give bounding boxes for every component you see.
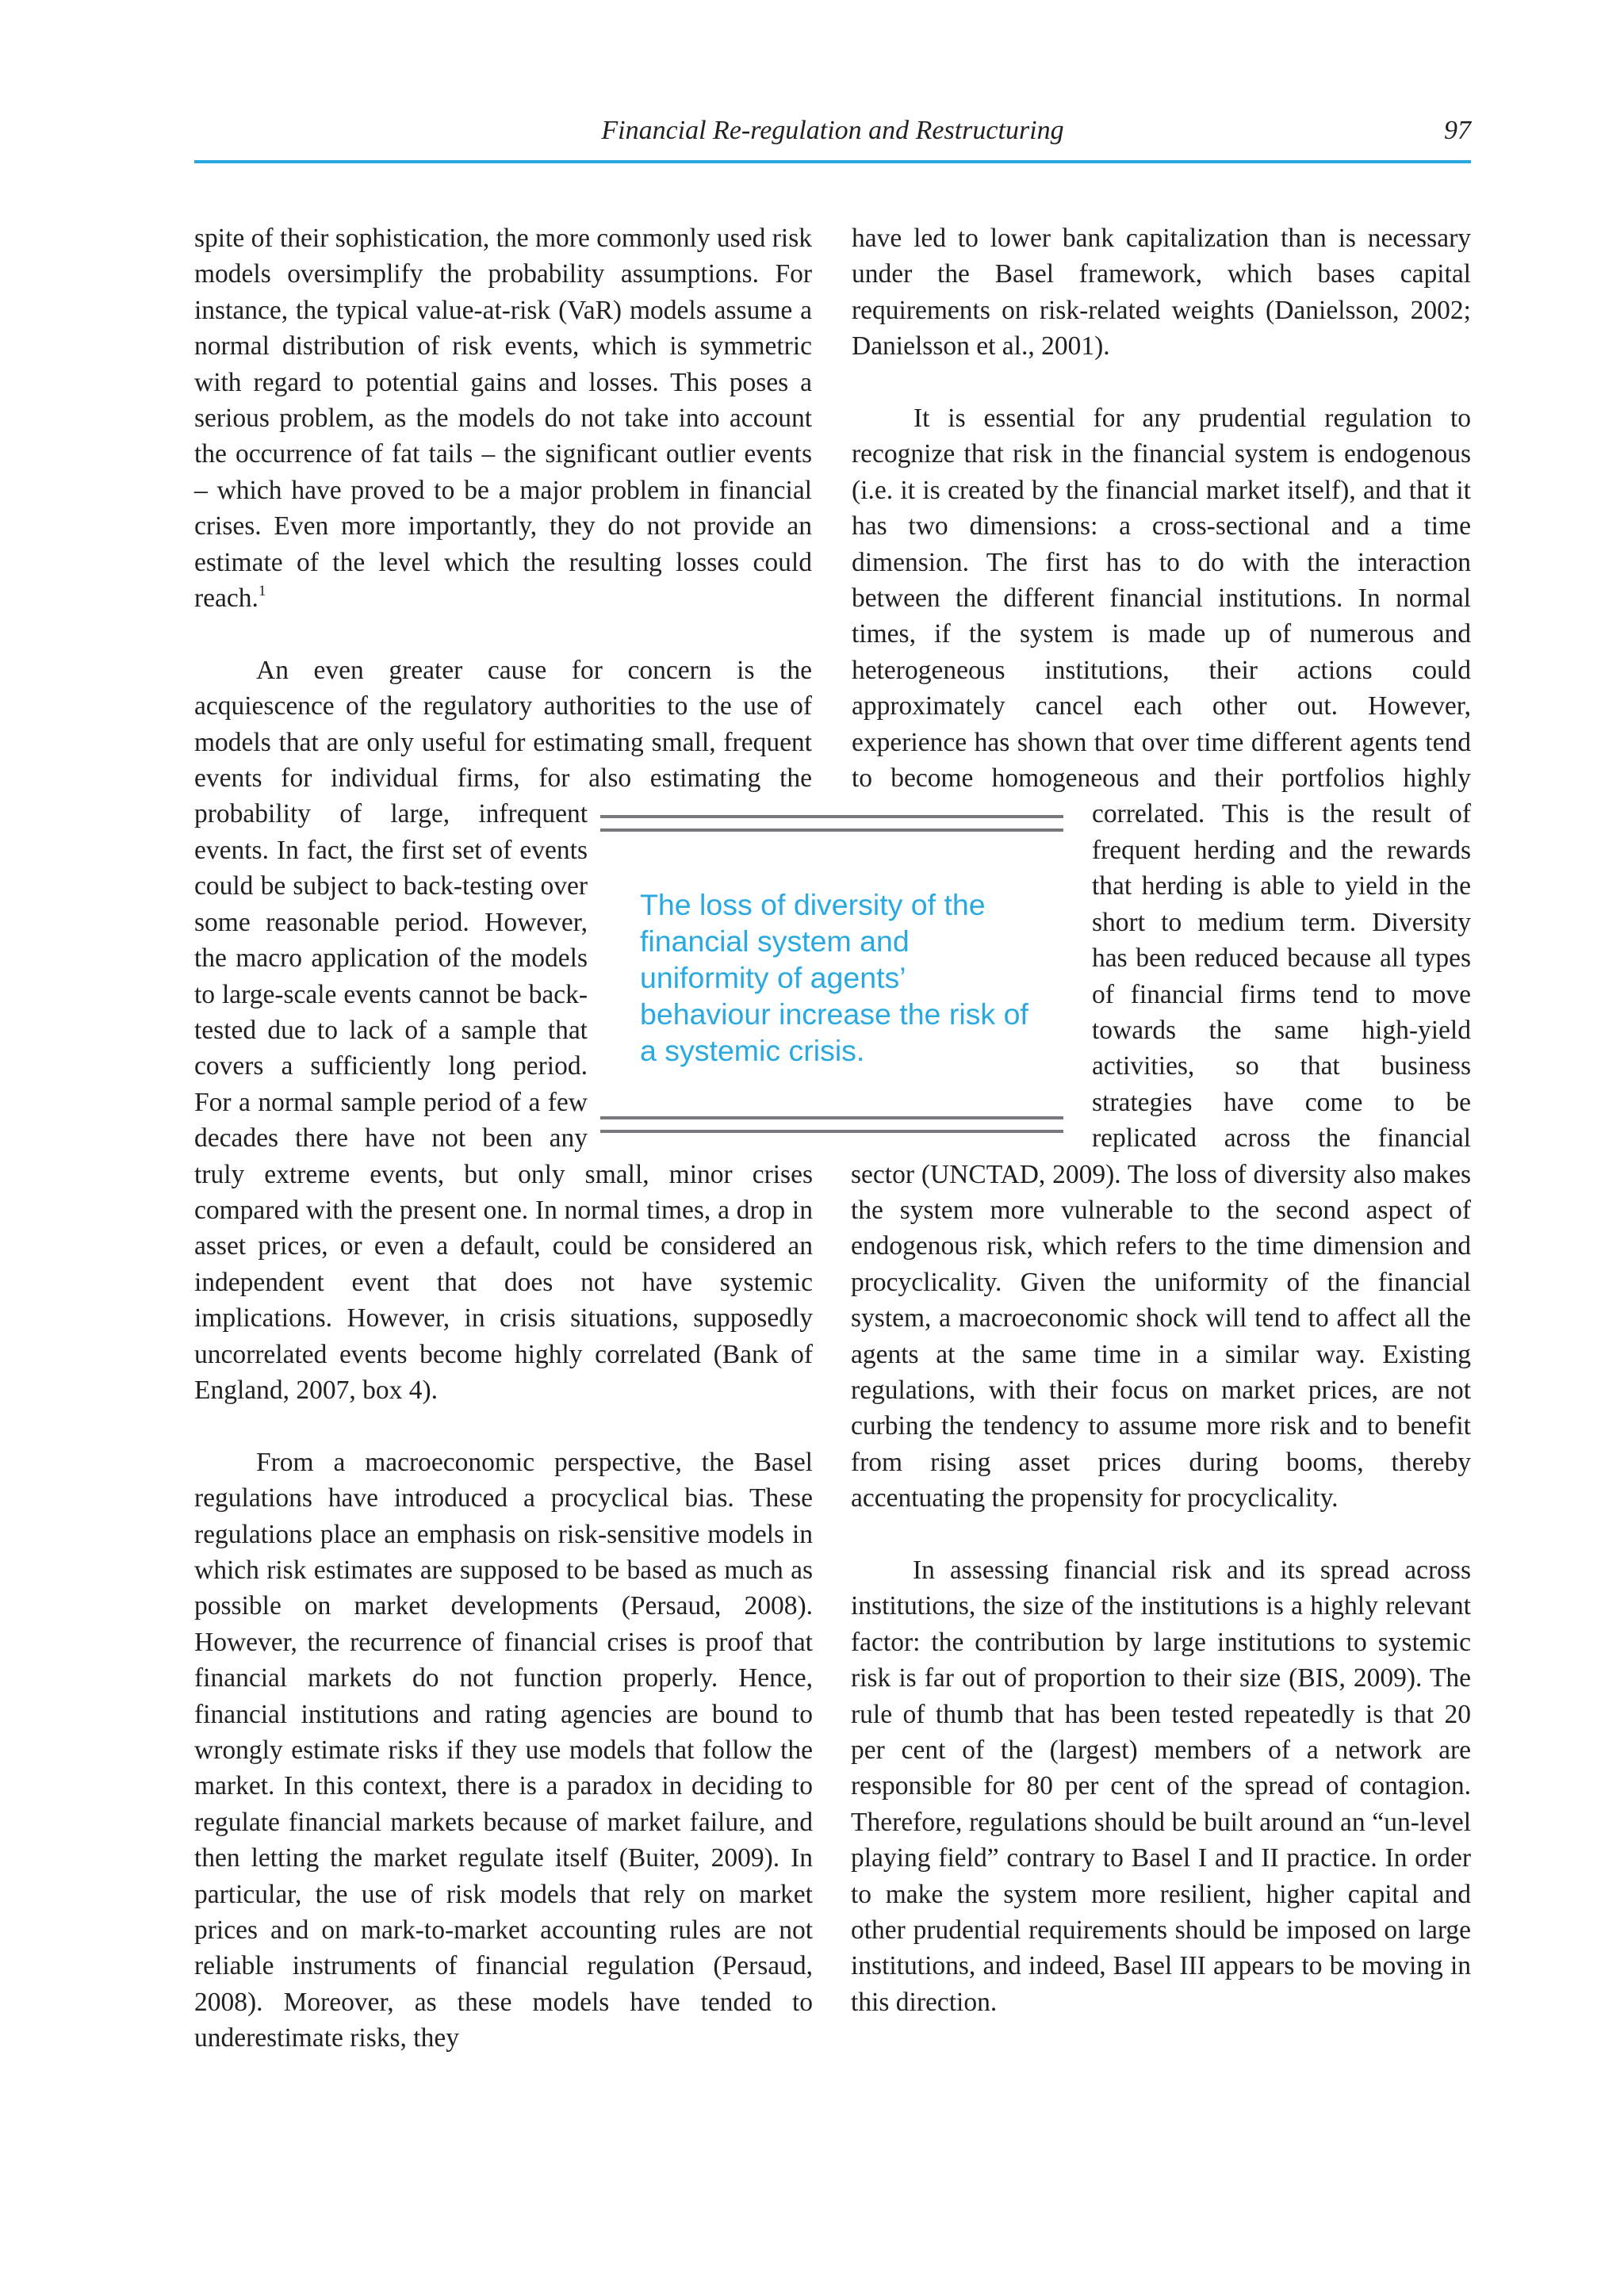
left-paragraph-1 [194, 220, 813, 616]
left-paragraph-3: From a macroeconomic perspective, the Basel regulations have introduced a procyclical bias. These regulations place an emphasis on risk-sensitive models in which risk estimates are supposed to be based as much as possible on market developments (Persaud, 2008). However, the recurrence of financial crises is proof that financial markets do not function properly. Hence, financial institutions and rating agencies are bound to wrongly estimate risks if they use models that follow the market. In this context, there is a paradox in deciding to regulate financial markets because of market failure, and then letting the market regulate itself (Buiter, 2009). In particular, the use of risk models that rely on market prices and on mark-to-market accounting rules are not reliable instruments of financial regulation (Persaud, 2008). Moreover, as these models have tended to underestimate risks, they [194, 1447, 813, 2053]
page-number: 97 [1444, 116, 1471, 145]
right-paragraph-3: In assessing financial risk and its spread across institutions, the size of the institutions is a highly relevant factor: the contribution by large institutions to systemic risk is far out of proportion to their size (BIS, 2009). The rule of thumb that has been tested repeatedly is that 20 per cent of the (largest) members of a network are responsible for 80 per cent of the spread of contagion. Therefore, regulations should be built around an “un-level playing field” contrary to Basel I and II practice. In order to make the system more resilient, higher capital and other prudential requirements should be imposed on large institutions, and indeed, Basel III appears to be moving in this direction. [851, 1556, 1471, 2017]
pull-quote-top-rule [600, 815, 1063, 832]
running-title: Financial Re-regulation and Restructuring [601, 116, 1064, 145]
pull-quote-bottom-rule [600, 1116, 1063, 1133]
right-paragraph-1: have led to lower bank capitalization than is necessary under the Basel framework, which bases capital requirements on risk-related weights (Danielsson, 2002; Danielsson et al., 2001). [852, 224, 1471, 362]
pull-quote-box [600, 812, 1063, 1136]
page-header [194, 111, 1471, 163]
left-column [194, 220, 813, 2057]
footnote-marker: 1 [258, 583, 266, 600]
wrap-lead-spacer [812, 220, 813, 812]
left-paragraph-2-text: An even greater cause for concern is the acquiescence of the regulatory authorities to the use of models that are only useful for estimating small, frequent events for individual firms, for also estimating the probability of large, infrequent events. In fact, the first set of events could be subject to back-testing over some reasonable period. However, the macro application of the models to large-scale events cannot be back-tested due to lack of a sample that covers a sufficiently long period. For a normal sample period of a few decades there have not been any truly extreme events, but only small, minor crises compared with the present one. In normal times, a drop in asset prices, or even a default, could be considered an independent event that does not have systemic implications. However, in crisis situations, supposedly uncorrelated events become highly correlated (Bank of England, 2007, box 4). [194, 655, 813, 1405]
pull-quote-text: The loss of diversity of the financial system and uniformity of agents’ behaviour increase the risk of a systemic crisis. [640, 888, 1028, 1067]
right-paragraph-2: It is essential for any prudential regulation to recognize that risk in the financial system is endogenous (i.e. it is created by the financial market itself), and that it has two dimensions: a cross-sectional and a time dimension. The first has to do with the interaction between the different financial institutions. In normal times, if the system is made up of numerous and heterogeneous institutions, their actions could approximately cancel each other out. However, experience has shown that over time different agents tend to become homogeneous and their portfolios highly correlated. This is the result of frequent herding and the rewards that herding is able to yield in the short to medium term. Diversity has been reduced because all types of financial firms tend to move towards the same high-yield activities, so that business strategies have come to be replicated across the financial sector (UNCTAD, 2009). The loss of diversity also makes the system more vulnerable to the second aspect of endogenous risk, which refers to the time dimension and procyclicality. Given the uniformity of the financial system, a macroeconomic shock will tend to affect all the agents at the same time in a similar way. Existing regulations, with their focus on market prices, are not curbing the tendency to assume more risk and to benefit from rising asset prices during booms, thereby accentuating the propensity for procyclicality. [851, 404, 1471, 1513]
left-paragraph-1-text: spite of their sophistication, the more commonly used risk models oversimplify the probability assumptions. For instance, the typical value-at-risk (VaR) models assume a normal distribution of risk events, which is symmetric with regard to potential gains and losses. This poses a serious problem, as the models do not take into account the occurrence of fat tails – the significant outlier events – which have proved to be a major problem in financial crises. Even more importantly, they do not provide an estimate of the level which the resulting losses could reach. [194, 224, 812, 614]
